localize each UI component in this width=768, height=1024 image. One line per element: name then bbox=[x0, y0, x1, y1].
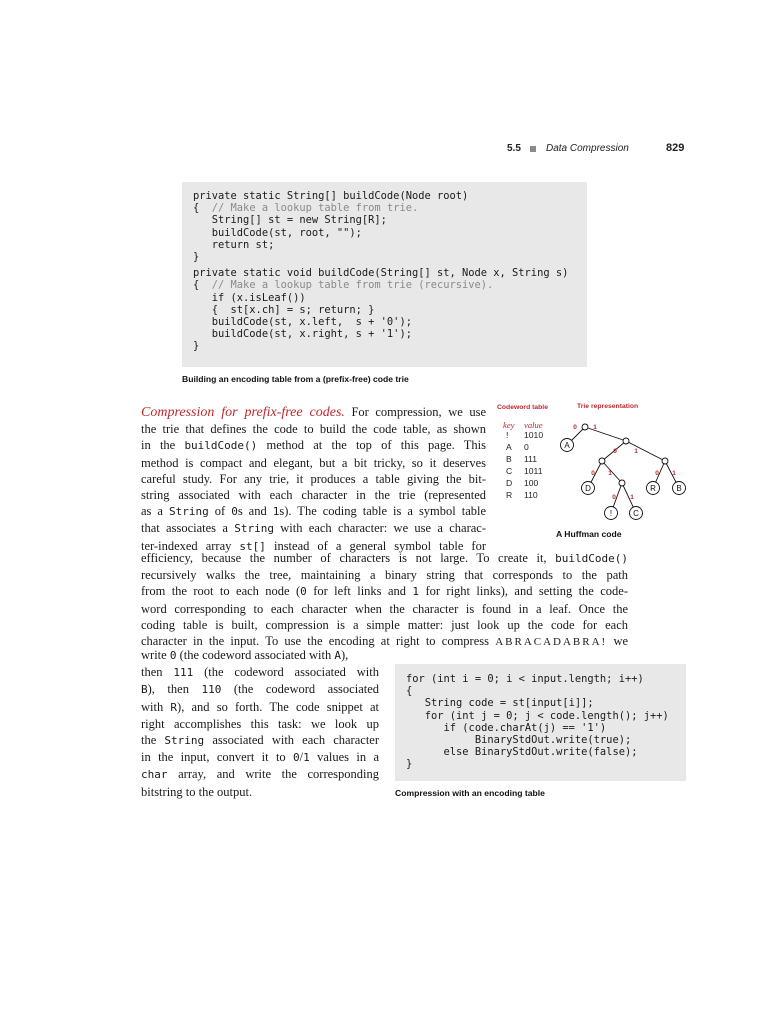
body-paragraph-top: Compression for prefix-free codes. For compression, we use the trie that defines the code to build the code table, as shown in the buildCode() method at the top of this page. This method is compact and elegant, but a bit tricky, so it deserves careful study. For any trie, it produces a table giving the bit- string associated with each character in the trie (represented as a String of 0s and 1s). The coding table is a symbol table that associates a String with each character: we use a charac- ter-indexed array st[] instead of a general symbol table for bbox=[141, 405, 487, 553]
codeword-row bbox=[500, 466, 560, 478]
code-line: buildCode(st, root, ""); bbox=[193, 226, 362, 239]
paragraph-heading: Compression for prefix-free codes. bbox=[141, 405, 345, 420]
trie-bit-label: 1 bbox=[593, 424, 597, 431]
caption-huffman-code: A Huffman code bbox=[556, 529, 622, 539]
codeword-row bbox=[500, 490, 560, 502]
trie-bit-label: 0 bbox=[613, 448, 617, 455]
trie-leaf-label: D bbox=[585, 484, 591, 493]
code-line: else BinaryStdOut.write(false); bbox=[406, 746, 638, 759]
code-line: { st[x.ch] = s; return; } bbox=[193, 303, 375, 316]
code-line: buildCode(st, x.left, s + '0'); bbox=[193, 316, 412, 329]
huffman-trie-diagram bbox=[555, 412, 695, 527]
trie-representation-title: Trie representation bbox=[577, 403, 639, 410]
codeword-value: 100 bbox=[524, 478, 539, 488]
codeword-value: 0 bbox=[524, 442, 529, 452]
page-number: 829 bbox=[666, 142, 685, 154]
trie-leaf-label: R bbox=[650, 484, 656, 493]
caption-build-code: Building an encoding table from a (prefix-free) code trie bbox=[182, 374, 409, 384]
trie-leaf-label: B bbox=[676, 484, 682, 493]
code-line: if (code.charAt(j) == '1') bbox=[406, 721, 607, 734]
body-paragraph-middle: efficiency, because the number of characters is not large. To create it, buildCode() recursively walks the tree, maintaining a binary string that corresponds to the path from the root to each node (0 for left links and 1 for right links), and setting the code- word corresponding to each character when the character is found in a leaf. Once the coding table is built, compression is a simple matter: just look up the code for each character in the input. To use the encoding at right to compress ABRACADABRA! we bbox=[141, 551, 629, 649]
header-square-icon bbox=[530, 146, 536, 152]
code-block bbox=[193, 190, 568, 353]
code-line: BinaryStdOut.write(true); bbox=[406, 734, 632, 747]
trie-root-node bbox=[582, 424, 588, 430]
code-comment: // Make a lookup table from trie. bbox=[211, 202, 419, 215]
code-line: if (x.isLeaf()) bbox=[193, 291, 306, 304]
codeword-value: 111 bbox=[524, 454, 538, 464]
codeword-key: A bbox=[506, 442, 512, 452]
code-line: for (int j = 0; j < code.length(); j++) bbox=[406, 709, 669, 722]
code-listing-compression bbox=[395, 664, 686, 781]
codeword-key: D bbox=[506, 478, 513, 488]
trie-internal-node bbox=[662, 458, 668, 464]
codeword-row bbox=[500, 478, 560, 490]
code-line: String code = st[input[i]]; bbox=[406, 697, 594, 710]
code-line: { // Make a lookup table from trie (recursive). bbox=[193, 279, 494, 292]
code-line: private static void buildCode(String[] st, Node x, String s) bbox=[193, 267, 569, 280]
code-line: String[] st = new String[R]; bbox=[193, 214, 387, 227]
trie-bit-label: 0 bbox=[573, 424, 577, 431]
trie-leaf-label: A bbox=[564, 441, 570, 450]
trie-leaf-label: C bbox=[633, 509, 639, 518]
trie-bit-label: 0 bbox=[612, 494, 616, 501]
code-line: private static String[] buildCode(Node root) bbox=[193, 190, 469, 202]
body-paragraph-bottom: write 0 (the codeword associated with A), then 111 (the codeword associated with B), then 110 (the codeword associated with R), and so forth. The code snippet at right accomplishes this task: we look up the String associated with each character in the input, convert it to 0/1 values in a char array, and write the corresponding bitstring to the output. bbox=[141, 648, 380, 799]
code-listing-build-code bbox=[182, 182, 587, 367]
code-line: } bbox=[193, 251, 200, 264]
trie-bit-label: 1 bbox=[634, 448, 638, 455]
codeword-value: 1010 bbox=[524, 430, 544, 440]
trie-bit-label: 1 bbox=[608, 470, 612, 477]
trie-bit-label: 1 bbox=[630, 494, 634, 501]
section-number: 5.5 bbox=[507, 143, 521, 154]
trie-link-n1-n3 bbox=[626, 441, 665, 461]
codeword-value: 1011 bbox=[524, 466, 543, 476]
codeword-value: 110 bbox=[524, 490, 538, 500]
trie-bit-label: 0 bbox=[655, 470, 659, 477]
codeword-row bbox=[500, 454, 560, 466]
code-comment: // Make a lookup table from trie (recursive). bbox=[211, 279, 494, 292]
codeword-row bbox=[500, 430, 560, 442]
trie-link-n2-n4 bbox=[602, 461, 622, 483]
codeword-row bbox=[500, 442, 560, 454]
code-block bbox=[406, 673, 669, 771]
trie-internal-node bbox=[599, 458, 605, 464]
codeword-table-title: Codeword table bbox=[497, 404, 548, 411]
trie-leaf-label: ! bbox=[609, 509, 613, 518]
trie-link-root-n1 bbox=[585, 427, 626, 441]
codeword-key: B bbox=[506, 454, 512, 464]
section-title: Data Compression bbox=[546, 143, 629, 154]
code-line: return st; bbox=[193, 238, 275, 251]
code-line: { // Make a lookup table from trie. bbox=[193, 202, 419, 215]
code-line: } bbox=[193, 340, 200, 353]
caption-compression: Compression with an encoding table bbox=[395, 788, 545, 798]
codeword-key: R bbox=[506, 490, 513, 500]
code-line: for (int i = 0; i < input.length; i++) bbox=[406, 673, 644, 685]
codeword-key: ! bbox=[506, 430, 509, 440]
code-line: buildCode(st, x.right, s + '1'); bbox=[193, 328, 412, 341]
codeword-table bbox=[500, 430, 560, 502]
code-line: { bbox=[406, 685, 413, 698]
trie-internal-node bbox=[619, 480, 625, 486]
trie-internal-node bbox=[623, 438, 629, 444]
value-header: value bbox=[524, 420, 543, 430]
codeword-key: C bbox=[506, 466, 513, 476]
key-header: key bbox=[503, 420, 515, 430]
trie-bit-label: 0 bbox=[591, 470, 595, 477]
code-line: } bbox=[406, 758, 413, 771]
trie-bit-label: 1 bbox=[672, 470, 676, 477]
